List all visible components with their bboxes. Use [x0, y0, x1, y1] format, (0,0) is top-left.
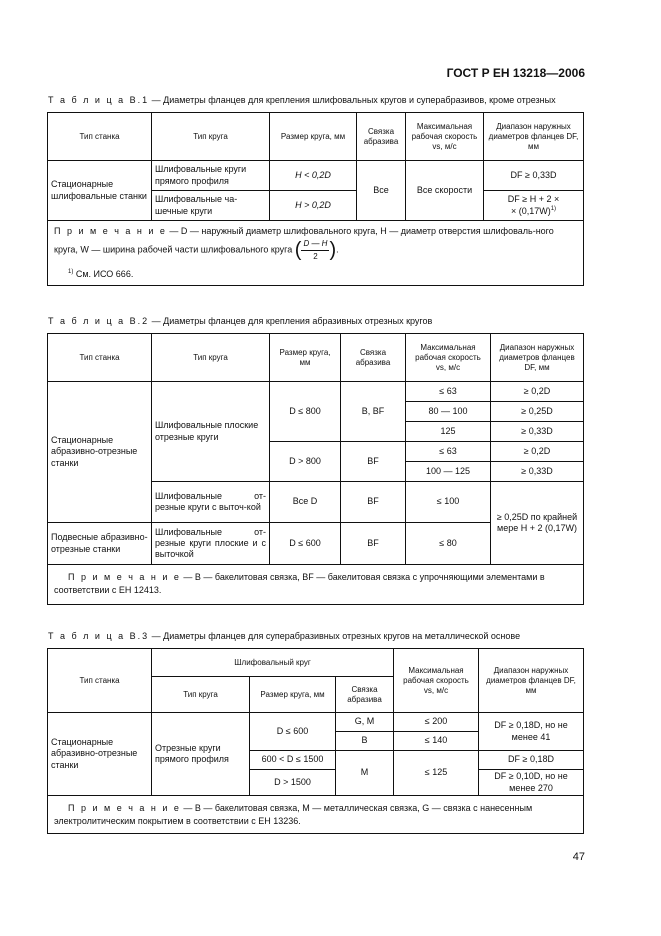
- t2-wheel-1: Шлифовальные плоские отрезные круги: [152, 382, 270, 482]
- t3-bond-1: G, M: [336, 713, 394, 732]
- t1-h-range: Диапазон наружных диаметров фланцев DF, мм: [484, 113, 584, 161]
- t2-speed-5: 100 — 125: [406, 462, 491, 482]
- t3-h-group: Шлифовальный круг: [152, 649, 394, 677]
- t2-bond-4: BF: [341, 523, 406, 565]
- table-b2: [47, 333, 584, 605]
- t1-h-bond: Связка абразива: [357, 113, 406, 161]
- t2-machine-1: Стационарные абразивно-отрезные станки: [48, 382, 152, 523]
- t1-h-machine: Тип станка: [48, 113, 152, 161]
- t2-speed-2: 80 — 100: [406, 402, 491, 422]
- t3-range-2: DF ≥ 0,18D: [479, 751, 584, 770]
- t2-size-3: Все D: [270, 482, 341, 523]
- t2-range-3: ≥ 0,33D: [491, 422, 584, 442]
- t2-size-1: D ≤ 800: [270, 382, 341, 442]
- t1-h-wheel: Тип круга: [152, 113, 270, 161]
- document-header: ГОСТ Р ЕН 13218—2006: [446, 66, 585, 80]
- t3-h-machine: Тип станка: [48, 649, 152, 713]
- t3-size-2: 600 < D ≤ 1500: [250, 751, 336, 770]
- t2-h-range: Диапазон наружных диаметров фланцев DF, мм: [491, 334, 584, 382]
- t3-h-bond: Связка абразива: [336, 677, 394, 713]
- t3-machine: Стационарные абразивно-отрезные станки: [48, 713, 152, 796]
- t1-bond: Все: [357, 161, 406, 221]
- table-b3-caption: Т а б л и ц а В.3 — Диаметры фланцев для суперабразивных отрезных кругов на металлической основе: [48, 631, 521, 641]
- t3-speed-3: ≤ 125: [394, 751, 479, 796]
- t2-speed-6: ≤ 100: [406, 482, 491, 523]
- t2-speed-7: ≤ 80: [406, 523, 491, 565]
- t2-note: П р и м е ч а н и е — B — бакелитовая связка, BF — бакелитовая связка с упрочняющими элементами в соответствии с ЕН 12413.: [48, 565, 584, 605]
- t3-size-3: D > 1500: [250, 770, 336, 796]
- t3-h-wheel: Тип круга: [152, 677, 250, 713]
- t3-note: П р и м е ч а н и е — B — бакелитовая связка, M — металлическая связка, G — связка с нанесенным электролитическим покрытием в соответствии с ЕН 13236.: [48, 796, 584, 834]
- t3-wheel: Отрезные круги прямого профиля: [152, 713, 250, 796]
- t3-size-1: D ≤ 600: [250, 713, 336, 751]
- t1-range-2: DF ≥ H + 2 × × $(0,17W)^{1)}$: [484, 191, 584, 221]
- t1-note-fraction: ( $\frac{D — H}{2}$ ): [294, 239, 337, 262]
- t2-speed-1: ≤ 63: [406, 382, 491, 402]
- t2-bond-2: BF: [341, 442, 406, 482]
- t2-h-bond: Связка абразива: [341, 334, 406, 382]
- t3-h-speed: Максимальная рабочая скорость vs, м/с: [394, 649, 479, 713]
- t1-wheel-1: Шлифовальные круги прямого профиля: [152, 161, 270, 191]
- t1-wheel-2: Шлифовальные ча-шечные круги: [152, 191, 270, 221]
- t2-bond-3: BF: [341, 482, 406, 523]
- t3-speed-1: ≤ 200: [394, 713, 479, 732]
- table-b1-caption: Т а б л и ц а В.1 — Диаметры фланцев для крепления шлифовальных кругов и суперабразивов, кроме отрезных: [48, 95, 556, 105]
- t3-bond-3: M: [336, 751, 394, 796]
- t2-range-6: ≥ 0,25D по крайней мере H + 2 (0,17W): [491, 482, 584, 565]
- t1-h-speed: Максимальная рабочая скорость vs, м/с: [406, 113, 484, 161]
- t3-range-1: DF ≥ 0,18D, но не менее 41: [479, 713, 584, 751]
- t2-speed-4: ≤ 63: [406, 442, 491, 462]
- t2-range-2: ≥ 0,25D: [491, 402, 584, 422]
- t3-speed-2: ≤ 140: [394, 732, 479, 751]
- t1-machine: Стационарные шлифовальные станки: [48, 161, 152, 221]
- t3-range-3: DF ≥ 0,10D, но не менее 270: [479, 770, 584, 796]
- t1-range-1: DF ≥ 0,33D: [484, 161, 584, 191]
- t2-range-4: ≥ 0,2D: [491, 442, 584, 462]
- page-number: 47: [572, 851, 585, 863]
- t2-h-size: Размер круга, мм: [270, 334, 341, 382]
- t2-range-1: ≥ 0,2D: [491, 382, 584, 402]
- t2-wheel-3: Шлифовальные от-резные круги плоские и с выточкой: [152, 523, 270, 565]
- t1-note: П р и м е ч а н и е — D — наружный диаметр шлифовального круга, H — диаметр отверстия шлифоваль-ного круга, W — ширина рабочей части шлифовального круга ( $\frac{D — H}{2}$ ) . $^{1)}$ См. ИСО 666.: [48, 221, 584, 286]
- t2-h-wheel: Тип круга: [152, 334, 270, 382]
- t3-h-range: Диапазон наружных диаметров фланцев DF, мм: [479, 649, 584, 713]
- t2-size-4: D ≤ 600: [270, 523, 341, 565]
- t1-size-1: H < 0,2D: [270, 161, 357, 191]
- t3-bond-2: B: [336, 732, 394, 751]
- t2-size-2: D > 800: [270, 442, 341, 482]
- t1-footnote: $^{1)}$ См. ИСО 666.: [68, 269, 134, 280]
- t1-h-size: Размер круга, мм: [270, 113, 357, 161]
- t1-size-2: H > 0,2D: [270, 191, 357, 221]
- table-b3: [47, 648, 584, 834]
- t2-wheel-2: Шлифовальные от-резные круги с выточ-кой: [152, 482, 270, 523]
- t1-speed: Все скорости: [406, 161, 484, 221]
- t2-h-speed: Максимальная рабочая скорость vs, м/с: [406, 334, 491, 382]
- t3-h-size: Размер круга, мм: [250, 677, 336, 713]
- table-b1: [47, 112, 584, 286]
- t2-speed-3: 125: [406, 422, 491, 442]
- t2-machine-2: Подвесные абразивно-отрезные станки: [48, 523, 152, 565]
- t2-bond-1: B, BF: [341, 382, 406, 442]
- table-b2-caption: Т а б л и ц а В.2 — Диаметры фланцев для крепления абразивных отрезных кругов: [48, 316, 433, 326]
- t2-range-5: ≥ 0,33D: [491, 462, 584, 482]
- t2-h-machine: Тип станка: [48, 334, 152, 382]
